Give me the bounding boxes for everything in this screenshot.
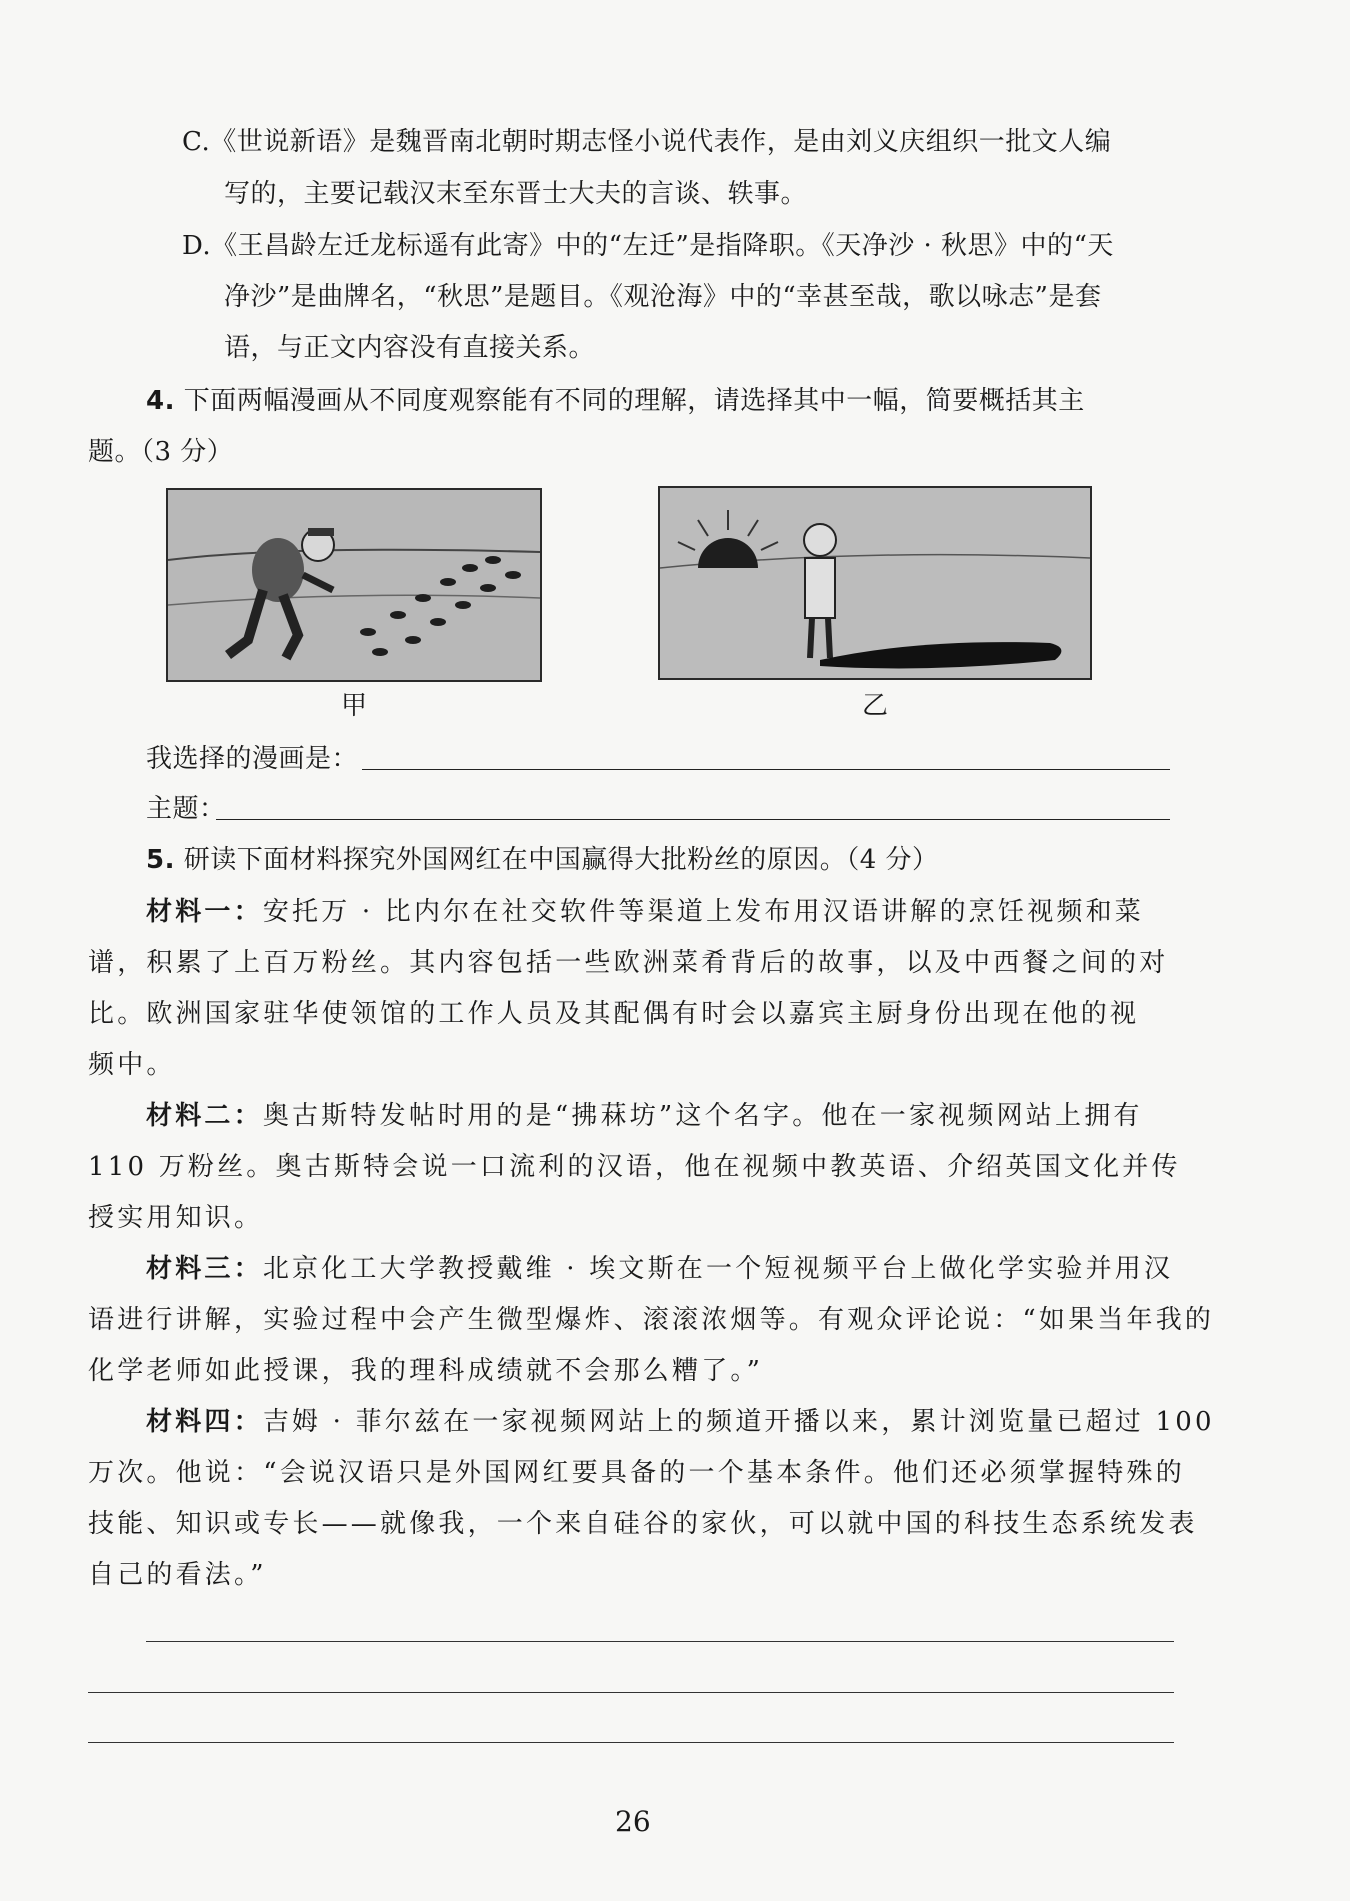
- option-d-line-2: 净沙”是曲牌名，“秋思”是题目。《观沧海》中的“幸甚至哉，歌以咏志”是套: [224, 282, 1102, 312]
- material-3-label: 材料三：: [146, 1254, 263, 1284]
- choice-label: 我选择的漫画是：: [146, 744, 359, 774]
- page-number: 26: [615, 1805, 651, 1838]
- material-4-line-4: 自己的看法。”: [88, 1560, 267, 1590]
- choice-answer-line[interactable]: [362, 769, 1170, 770]
- option-c-line-2: 写的，主要记载汉末至东晋士大夫的言谈、轶事。: [224, 179, 808, 209]
- material-3-line-3: 化学老师如此授课，我的理科成绩就不会那么糟了。”: [88, 1356, 764, 1386]
- cartoon-yi-image: [658, 486, 1092, 680]
- question-5-title: 研读下面材料探究外国网红在中国赢得大批粉丝的原因。（4 分）: [183, 845, 939, 875]
- material-1-text-1: 安托万 · 比内尔在社交软件等渠道上发布用汉语讲解的烹饪视频和菜: [262, 897, 1145, 927]
- question-5-line: [146, 842, 939, 878]
- material-4-text-1: 吉姆 · 菲尔兹在一家视频网站上的频道开播以来，累计浏览量已超过 100: [262, 1407, 1215, 1437]
- material-2-label: 材料二：: [146, 1101, 263, 1131]
- option-c-line-1: C.《世说新语》是魏晋南北朝时期志怪小说代表作，是由刘义庆组织一批文人编: [182, 127, 1112, 157]
- material-1-label: 材料一：: [146, 897, 263, 927]
- material-1-line-3: 比。欧洲国家驻华使领馆的工作人员及其配偶有时会以嘉宾主厨身份出现在他的视: [88, 999, 1140, 1029]
- answer-line-3[interactable]: [88, 1742, 1174, 1743]
- material-4-line-2: 万次。他说：“会说汉语只是外国网红要具备的一个基本条件。他们还必须掌握特殊的: [88, 1458, 1185, 1488]
- answer-line-1[interactable]: [146, 1641, 1174, 1642]
- question-4-line-1: [146, 383, 1085, 419]
- theme-label: 主题：: [146, 794, 226, 824]
- cartoon-yi-caption: 乙: [862, 691, 889, 721]
- material-4-label: 材料四：: [146, 1407, 263, 1437]
- question-5-number: 5.: [146, 845, 175, 875]
- question-4-number: 4.: [146, 386, 175, 416]
- material-2-line-1: [146, 1098, 1143, 1134]
- question-4-line-2: 题。（3 分）: [88, 437, 234, 467]
- material-4-line-3: 技能、知识或专长——就像我，一个来自硅谷的家伙，可以就中国的科技生态系统发表: [88, 1509, 1198, 1539]
- cartoon-yi-drawing: [660, 488, 1090, 678]
- material-3-line-1: [146, 1251, 1173, 1287]
- option-d-line-3: 语，与正文内容没有直接关系。: [224, 333, 596, 363]
- material-1-line-2: 谱，积累了上百万粉丝。其内容包括一些欧洲菜肴背后的故事，以及中西餐之间的对: [88, 948, 1169, 978]
- cartoon-jia-caption: 甲: [341, 691, 368, 721]
- option-d-line-1: D.《王昌龄左迁龙标遥有此寄》中的“左迁”是指降职。《天净沙 · 秋思》中的“天: [182, 231, 1114, 261]
- cartoon-jia-image: [166, 488, 542, 682]
- material-1-line-1: [146, 894, 1144, 930]
- question-4-text: 下面两幅漫画从不同度观察能有不同的理解，请选择其中一幅，简要概括其主: [183, 386, 1085, 416]
- material-2-line-2: 110 万粉丝。奥古斯特会说一口流利的汉语，他在视频中教英语、介绍英国文化并传: [88, 1152, 1181, 1182]
- material-3-line-2: 语进行讲解，实验过程中会产生微型爆炸、滚滚浓烟等。有观众评论说：“如果当年我的: [88, 1305, 1215, 1335]
- material-1-line-4: 频中。: [88, 1050, 176, 1080]
- material-4-line-1: [146, 1404, 1215, 1440]
- theme-answer-line[interactable]: [216, 819, 1170, 820]
- cartoon-jia-drawing: [168, 490, 540, 680]
- material-2-text-1: 奥古斯特发帖时用的是“拂菻坊”这个名字。他在一家视频网站上拥有: [262, 1101, 1143, 1131]
- answer-line-2[interactable]: [88, 1692, 1174, 1693]
- material-3-text-1: 北京化工大学教授戴维 · 埃文斯在一个短视频平台上做化学实验并用汉: [262, 1254, 1174, 1284]
- material-2-line-3: 授实用知识。: [88, 1203, 264, 1233]
